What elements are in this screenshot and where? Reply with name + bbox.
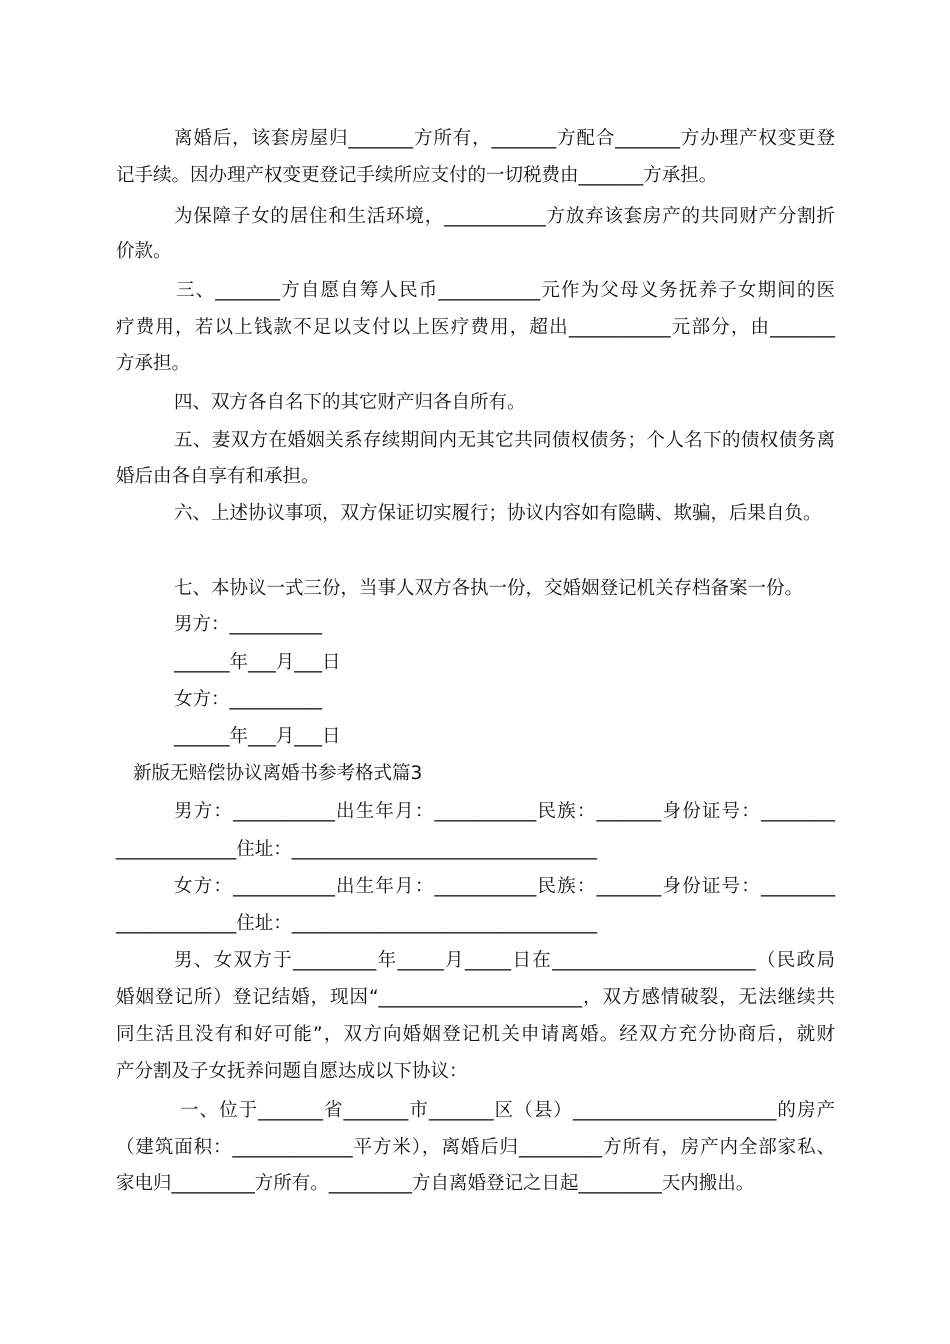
paragraph-line: 同生活且没有和好可能”，双方向婚姻登记机关申请离婚。经双方充分协商后，就财 xyxy=(116,1024,835,1045)
paragraph-line: 六、上述协议事项，双方保证切实履行；协议内容如有隐瞒、欺骗，后果自负。 xyxy=(174,503,822,524)
paragraph-line: 记手续。因办理产权变更登记手续所应支付的一切税费由_______方承担。 xyxy=(116,165,718,186)
paragraph-line: 男、女双方于_________年_____月_____日在______________________（民政局 xyxy=(174,950,835,971)
paragraph-line: 方承担。 xyxy=(116,353,191,374)
form-line: _____________住址：_________________________________ xyxy=(116,839,598,860)
date-field: ______年___月___日 xyxy=(174,726,341,747)
paragraph-line: 四、双方各自名下的其它财产归各自所有。 xyxy=(174,392,526,413)
paragraph-line: 产分割及子女抚养问题自愿达成以下协议： xyxy=(116,1061,468,1082)
form-line: 女方：___________出生年月：___________民族：_______身份证号：________ xyxy=(174,876,835,897)
paragraph-line: 七、本协议一式三份，当事人双方各执一份，交婚姻登记机关存档备案一份。 xyxy=(174,578,804,599)
paragraph-line: 价款。 xyxy=(116,241,172,262)
paragraph-line: 家电归_________方所有。_________方自离婚登记之日起_________天内搬出。 xyxy=(116,1173,755,1194)
paragraph-line: 为保障子女的居住和生活环境，___________方放弃该套房产的共同财产分割折 xyxy=(174,206,835,227)
form-line: 男方：___________出生年月：___________民族：_______身份证号：________ xyxy=(174,801,835,822)
paragraph-line: 婚后由各自享有和承担。 xyxy=(116,466,320,487)
signature-field-female: 女方：__________ xyxy=(174,689,323,710)
paragraph-line: 五、妻双方在婚姻关系存续期间内无其它共同债权债务；个人名下的债权债务离 xyxy=(174,430,835,451)
form-line: _____________住址：_________________________________ xyxy=(116,913,598,934)
paragraph-line: 三、_______方自愿自筹人民币___________元作为父母义务抚养子女期间的医 xyxy=(176,280,835,301)
paragraph-line: 一、位于_______省_______市_______区（县）______________________的房产 xyxy=(180,1100,835,1121)
date-field: ______年___月___日 xyxy=(174,652,341,673)
paragraph-line: 婚姻登记所）登记结婚，现因“______________________，双方感情破裂，无法继续共 xyxy=(116,987,835,1008)
paragraph-line: 离婚后，该套房屋归_______方所有，_______方配合_______方办理产权变更登 xyxy=(174,128,835,149)
paragraph-line: 疗费用，若以上钱款不足以支付以上医疗费用，超出___________元部分，由_______ xyxy=(116,317,835,338)
signature-field-male: 男方：__________ xyxy=(174,614,323,635)
paragraph-line: （建筑面积：_____________平方米），离婚后归_________方所有，房产内全部家私、 xyxy=(116,1137,835,1158)
section-heading: 新版无赔偿协议离婚书参考格式篇3 xyxy=(133,763,423,784)
